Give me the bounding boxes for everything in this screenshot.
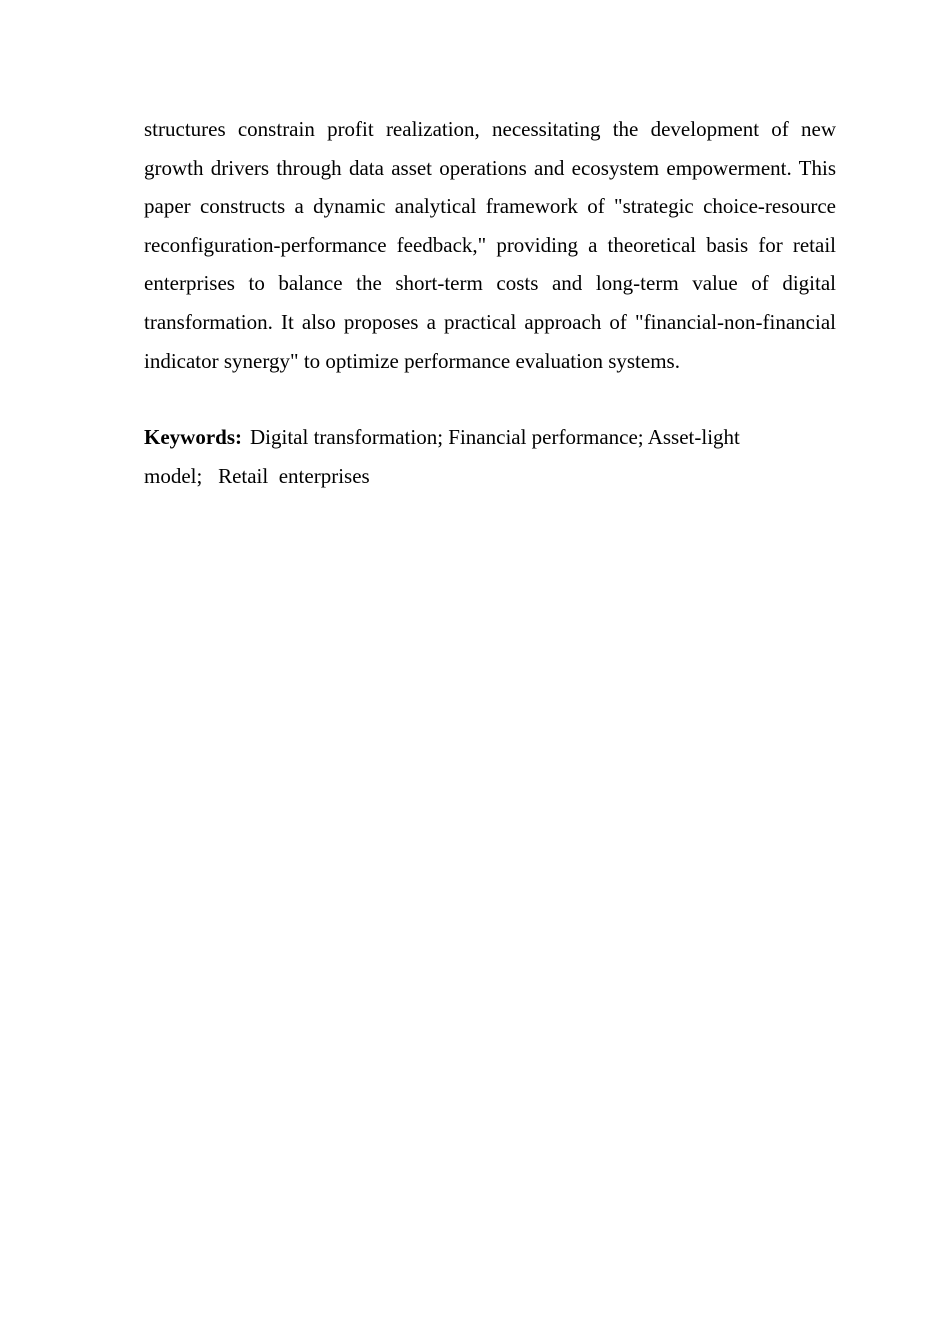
- keywords-label: Keywords:: [144, 425, 242, 450]
- page-content: [144, 110, 836, 495]
- abstract-paragraph: structures constrain profit realization, necessitating the development of new growth drivers through data asset operations and ecosystem empowerment. This paper constructs a dynamic analytical framework of "strategic choice-resource reconfiguration-performance feedback," providing a theoretical basis for retail enterprises to balance the short-term costs and long-term value of digital transformation. It also proposes a practical approach of "financial-non-financial indicator synergy" to optimize performance evaluation systems.: [144, 117, 836, 373]
- keywords-text: Digital transformation; Financial performance; Asset-light model; Retail enterprises: [144, 425, 746, 488]
- keywords-line: [144, 418, 784, 495]
